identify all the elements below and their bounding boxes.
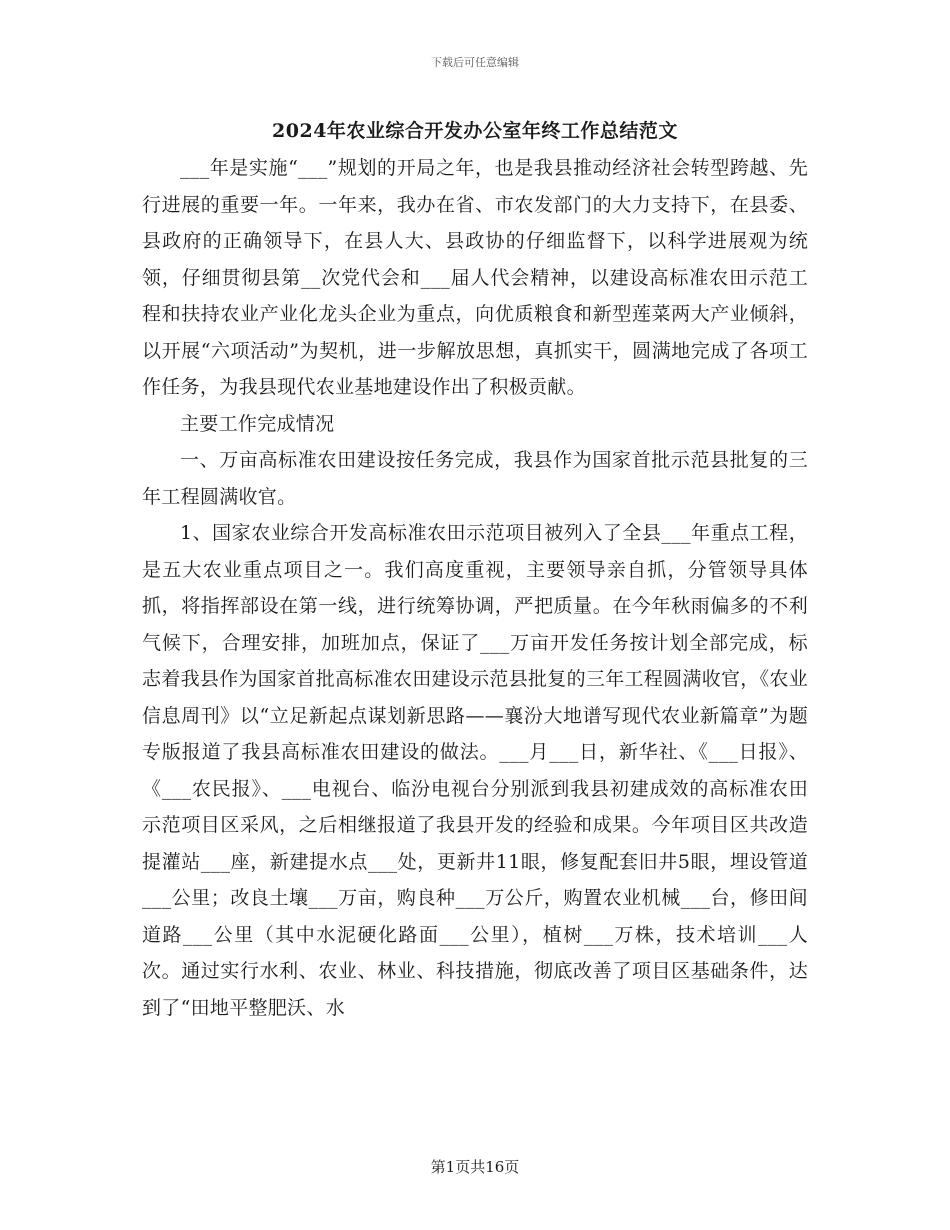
page-number: 第1页共16页 bbox=[430, 1158, 520, 1176]
document-body bbox=[142, 150, 808, 1026]
paragraph-item-one: 1、国家农业综合开发高标准农田示范项目被列入了全县___年重点工程，是五大农业重点项目之一。我们高度重视，主要领导亲自抓，分管领导具体抓，将指挥部设在第一线，进行统筹协调，严把质量。在今年秋雨偏多的不利气候下，合理安排，加班加点，保证了___万亩开发任务按计划全部完成，标志着我县作为国家首批高标准农田建设示范县批复的三年工程圆满收官，《农业信息周刊》以“立足新起点谋划新思路——襄汾大地谱写现代农业新篇章”为题专版报道了我县高标准农田建设的做法。___月___日，新华社、《___日报》、《___农民报》、___电视台、临汾电视台分别派到我县初建成效的高标准农田示范项目区采风，之后相继报道了我县开发的经验和成果。今年项目区共改造提灌站___座，新建提水点___处，更新井11眼，修复配套旧井5眼，埋设管道___公里；改良土壤___万亩，购良种___万公斤，购置农业机械___台，修田间道路___公里（其中水泥硬化路面___公里），植树___万株，技术培训___人次。通过实行水利、农业、林业、科技措施，彻底改善了项目区基础条件，达到了“田地平整肥沃、水 bbox=[142, 522, 809, 1019]
section-heading: 主要工作完成情况 bbox=[180, 412, 335, 435]
page-header-note: 下载后可任意编辑 bbox=[431, 56, 519, 69]
document-title: 2024年农业综合开发办公室年终工作总结范文 bbox=[272, 120, 678, 142]
paragraph-intro: ___年是实施“___”规划的开局之年，也是我县推动经济社会转型跨越、先行进展的重要一年。一年来，我办在省、市农发部门的大力支持下，在县委、县政府的正确领导下，在县人大、县政协的仔细监督下，以科学进展观为统领，仔细贯彻县第__次党代会和___届人代会精神，以建设高标准农田示范工程和扶持农业产业化龙头企业为重点，向优质粮食和新型莲菜两大产业倾斜，以开展“六项活动”为契机，进一步解放思想，真抓实干，圆满地完成了各项工作任务，为我县现代农业基地建设作出了积极贡献。 bbox=[142, 157, 808, 398]
paragraph-section-one: 一、万亩高标准农田建设按任务完成，我县作为国家首批示范县批复的三年工程圆满收官。 bbox=[142, 449, 808, 508]
